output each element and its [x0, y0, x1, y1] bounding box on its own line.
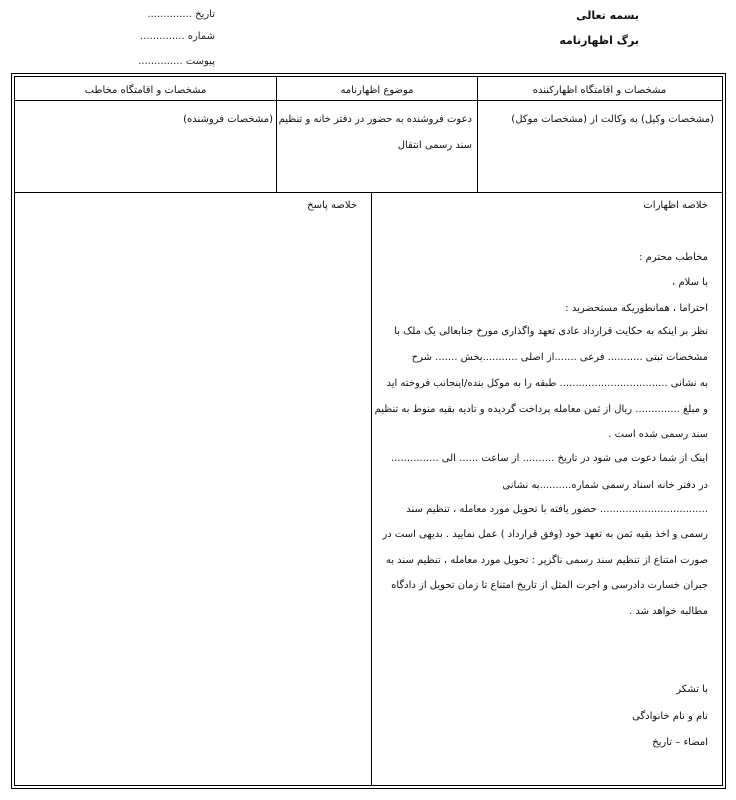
summary-line: رسمی و اخذ بقیه ثمن به تعهد خود (وفق قرارداد ) عمل نمایید . بدیهی است در [382, 529, 708, 540]
summary-line: صورت امتناع از تنظیم سند رسمی ناگزیر : تحویل مورد معامله ، تنظیم سند به [385, 555, 708, 566]
header-row-divider [14, 100, 723, 101]
summary-line: احتراما ، همانطوریکه مستحضرید : [565, 303, 708, 314]
date-label: تاریخ .............. [147, 9, 215, 20]
closing-thanks: با تشکر [676, 684, 708, 695]
declarant-cell: (مشخصات وکیل) به وکالت از (مشخصات موکل) [511, 114, 714, 125]
column-header-addressee: مشخصات و اقامتگاه مخاطب [84, 85, 207, 96]
summary-line: مطالبه خواهد شد . [628, 606, 708, 617]
addressee-cell: (مشخصات فروشنده) [183, 114, 273, 125]
summary-line: نظر بر اینکه به حکایت قرارداد عادی تعهد واگذاری مورخ جنابعالی یک ملک با [394, 326, 708, 337]
response-title: خلاصه پاسخ [307, 200, 357, 211]
summary-line: اینک از شما دعوت می شود در تاریخ .......... از ساعت ...... الی ............... [390, 453, 708, 464]
summary-line: مخاطب محترم : [639, 252, 708, 263]
form-title: برگ اظهارنامه [559, 34, 639, 47]
summary-line: با سلام ، [672, 277, 708, 288]
summary-line: در دفتر خانه اسناد رسمی شماره..........به نشانی [502, 480, 708, 491]
subject-line-2: سند رسمی انتقال [397, 140, 472, 151]
basmala: بسمه تعالی [576, 9, 639, 22]
summary-line: به نشانی .................................. طبقه را به موکل بنده/اینجانب فروخته اید [386, 378, 708, 389]
summary-line: جبران خسارت دادرسی و اجرت المثل از تاریخ امتناع تا زمان تحویل از دادگاه [391, 580, 708, 591]
summary-line: .................................. حضور یافته با تحویل مورد معامله ، تنظیم سند [406, 504, 708, 515]
closing-signature-date: امضاء – تاریخ [652, 737, 708, 748]
column-header-declarant: مشخصات و اقامتگاه اظهارکننده [532, 85, 667, 96]
summary-line: مشخصات ثبتی ........... فرعی .......از اصلی ...........بخش ....... شرح [411, 352, 708, 363]
subject-line-1: دعوت فروشنده به حضور در دفتر خانه و تنظیم [278, 114, 472, 125]
summary-line: و مبلغ .............. ریال از ثمن معامله پرداخت گردیده و تادیه بقیه منوط به تنظیم [374, 404, 708, 415]
number-label: شماره .............. [140, 31, 215, 42]
info-row-divider [14, 192, 723, 193]
summary-title: خلاصه اظهارات [643, 200, 708, 211]
summary-line: سند رسمی شده است . [608, 429, 708, 440]
column-header-subject: موضوع اظهارنامه [340, 85, 414, 96]
attachment-label: پیوست .............. [138, 56, 215, 67]
closing-full-name: نام و نام خانوادگی [632, 711, 708, 722]
body-divider [371, 192, 372, 786]
